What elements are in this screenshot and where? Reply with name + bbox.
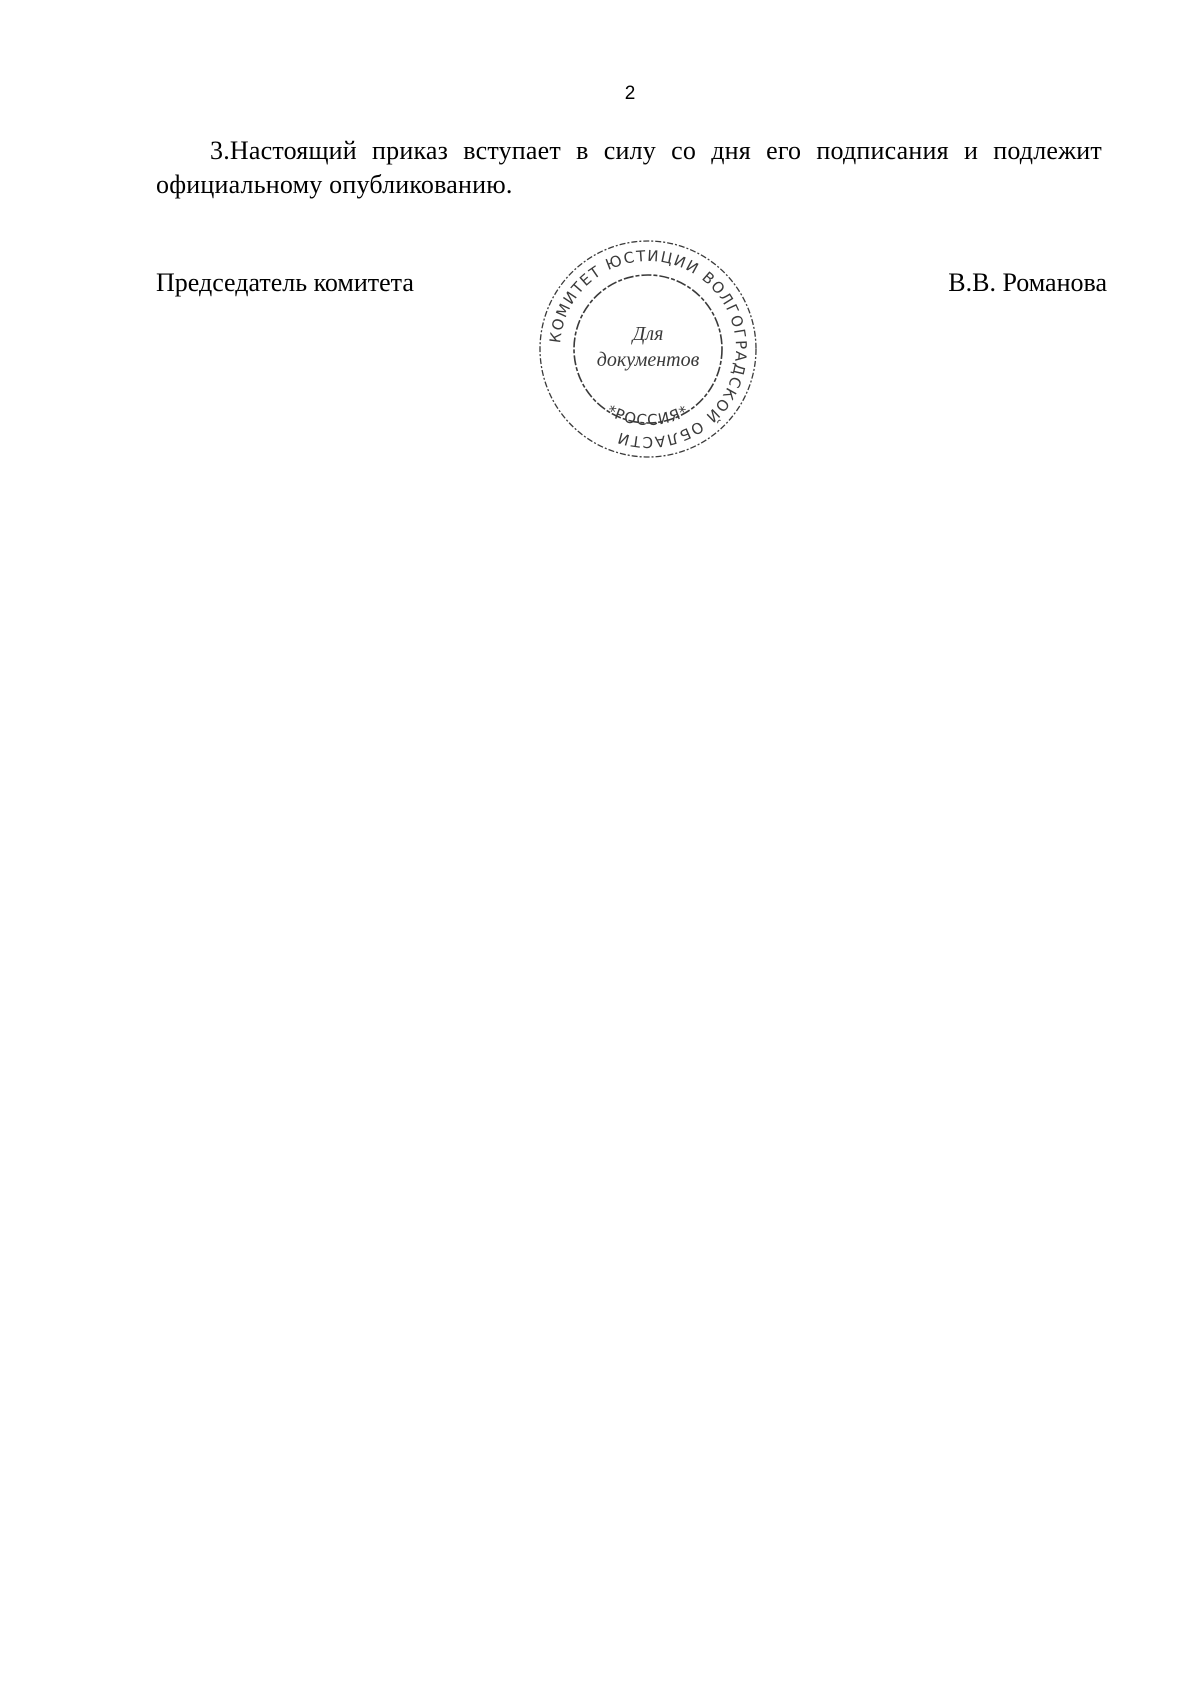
page-number: 2 (624, 83, 636, 104)
stamp-center-line-2: документов (596, 349, 700, 371)
signature-title: Председатель комитета (156, 268, 414, 297)
stamp-seal-graphic (535, 236, 761, 462)
stamp-bottom-text: *РОССИЯ* (604, 401, 692, 430)
paragraph-effective-date: 3.Настоящий приказ вступает в силу со дня его подписания и подлежит официальному опубликованию. (156, 136, 1102, 199)
stamp-ring-text: КОМИТЕТ ЮСТИЦИИ ВОЛГОГРАДСКОЙ ОБЛАСТИ (546, 246, 751, 452)
official-stamp (535, 236, 761, 462)
stamp-center-line-1: Для (632, 323, 664, 345)
signature-name: В.В. Романова (948, 268, 1107, 297)
